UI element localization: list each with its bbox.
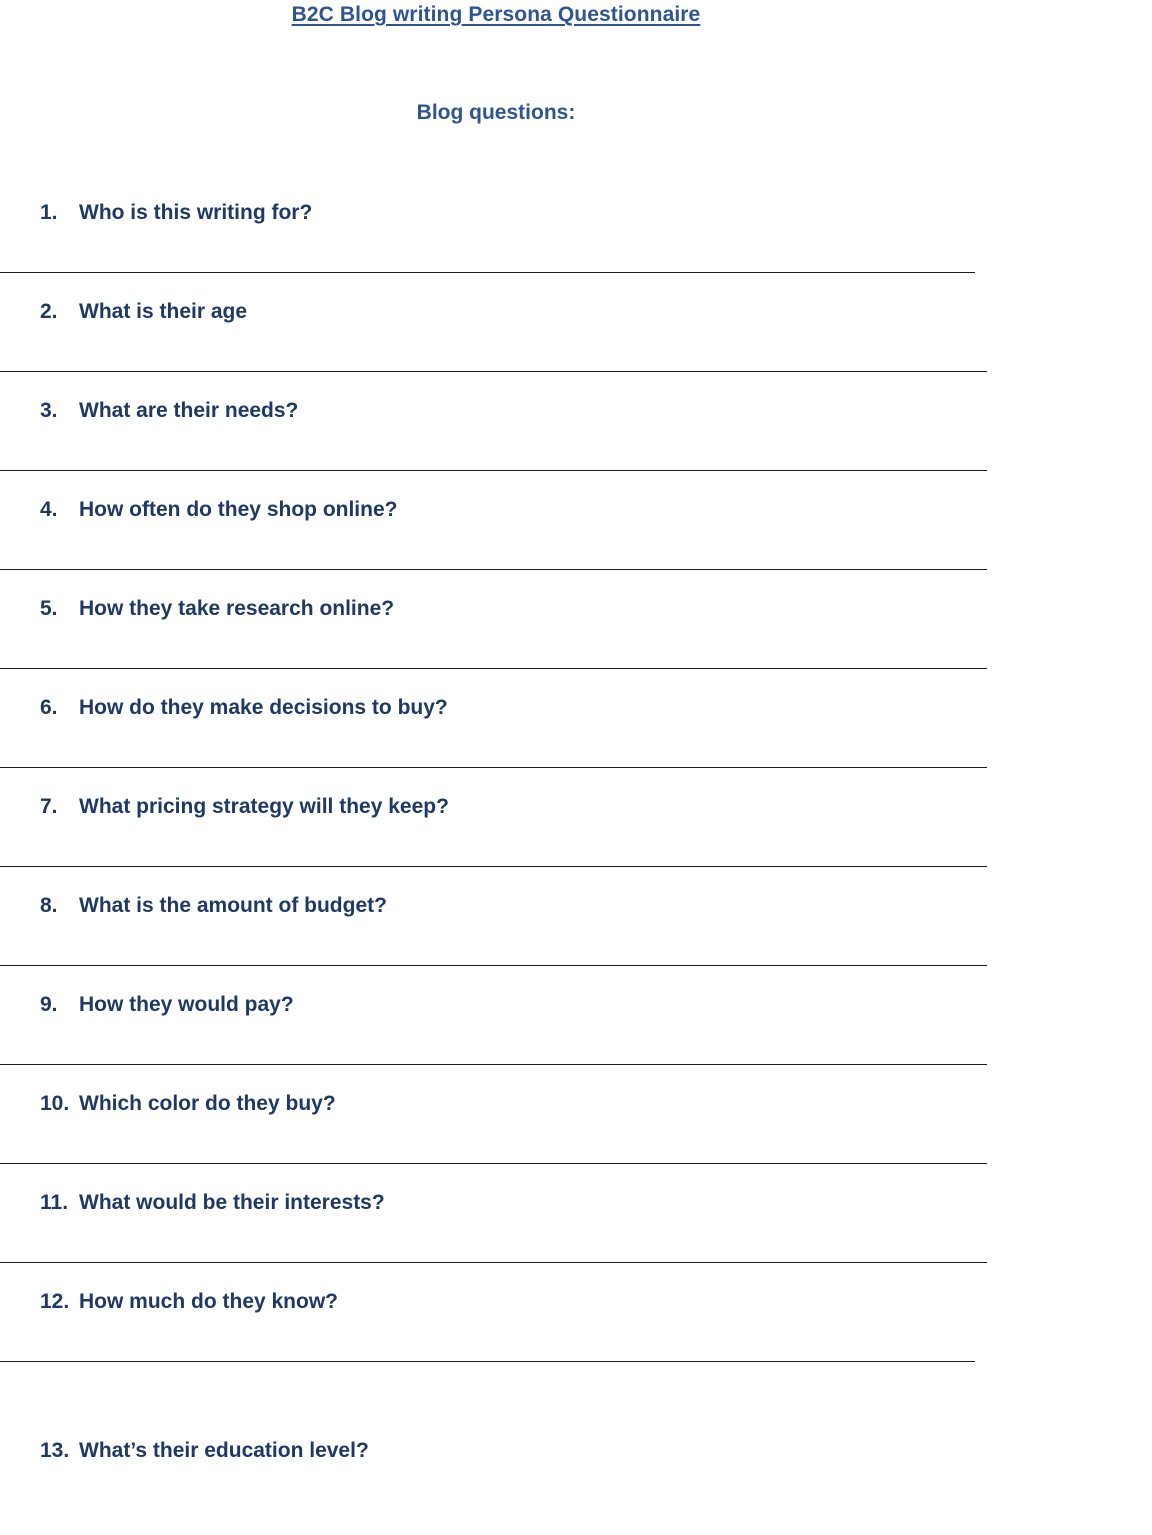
document-title: B2C Blog writing Persona Questionnaire xyxy=(291,3,701,26)
question-text: What is their age xyxy=(79,300,248,323)
question-8 xyxy=(40,892,387,920)
answer-line-7[interactable] xyxy=(0,866,987,867)
question-13 xyxy=(40,1437,369,1465)
question-11 xyxy=(40,1189,385,1217)
question-text: Who is this writing for? xyxy=(79,201,313,224)
section-heading: Blog questions: xyxy=(416,101,576,124)
question-text: How do they make decisions to buy? xyxy=(79,696,448,719)
question-text: How much do they know? xyxy=(79,1290,339,1313)
question-number: 4. xyxy=(40,498,58,521)
question-number: 5. xyxy=(40,597,58,620)
question-number: 8. xyxy=(40,894,58,917)
question-number: 10. xyxy=(40,1092,70,1115)
question-7 xyxy=(40,793,449,821)
question-number: 9. xyxy=(40,993,58,1016)
question-text: How often do they shop online? xyxy=(79,498,398,521)
question-9 xyxy=(40,991,294,1019)
question-5 xyxy=(40,595,394,623)
answer-line-11[interactable] xyxy=(0,1262,987,1263)
question-number: 3. xyxy=(40,399,58,422)
answer-line-5[interactable] xyxy=(0,668,987,669)
question-1 xyxy=(40,199,312,227)
question-number: 7. xyxy=(40,795,58,818)
question-number: 12. xyxy=(40,1290,70,1313)
answer-line-6[interactable] xyxy=(0,767,987,768)
answer-line-4[interactable] xyxy=(0,569,987,570)
question-3 xyxy=(40,397,298,425)
question-text: What pricing strategy will they keep? xyxy=(79,795,449,818)
question-10 xyxy=(40,1090,336,1118)
question-number: 1. xyxy=(40,201,58,224)
question-number: 6. xyxy=(40,696,58,719)
answer-line-3[interactable] xyxy=(0,470,987,471)
question-6 xyxy=(40,694,448,722)
question-text: What would be their interests? xyxy=(79,1191,385,1214)
question-number: 11. xyxy=(40,1191,69,1214)
answer-line-8[interactable] xyxy=(0,965,987,966)
question-text: What’s their education level? xyxy=(79,1439,369,1462)
question-text: How they would pay? xyxy=(79,993,294,1016)
answer-line-12[interactable] xyxy=(0,1361,975,1362)
question-2 xyxy=(40,298,247,326)
question-text: Which color do they buy? xyxy=(79,1092,336,1115)
question-12 xyxy=(40,1288,338,1316)
answer-line-9[interactable] xyxy=(0,1064,987,1065)
answer-line-2[interactable] xyxy=(0,371,987,372)
question-text: What are their needs? xyxy=(79,399,299,422)
answer-line-10[interactable] xyxy=(0,1163,987,1164)
question-number: 13. xyxy=(40,1439,70,1462)
question-text: How they take research online? xyxy=(79,597,395,620)
question-number: 2. xyxy=(40,300,58,323)
question-text: What is the amount of budget? xyxy=(79,894,387,917)
answer-line-1[interactable] xyxy=(0,272,975,273)
question-4 xyxy=(40,496,397,524)
